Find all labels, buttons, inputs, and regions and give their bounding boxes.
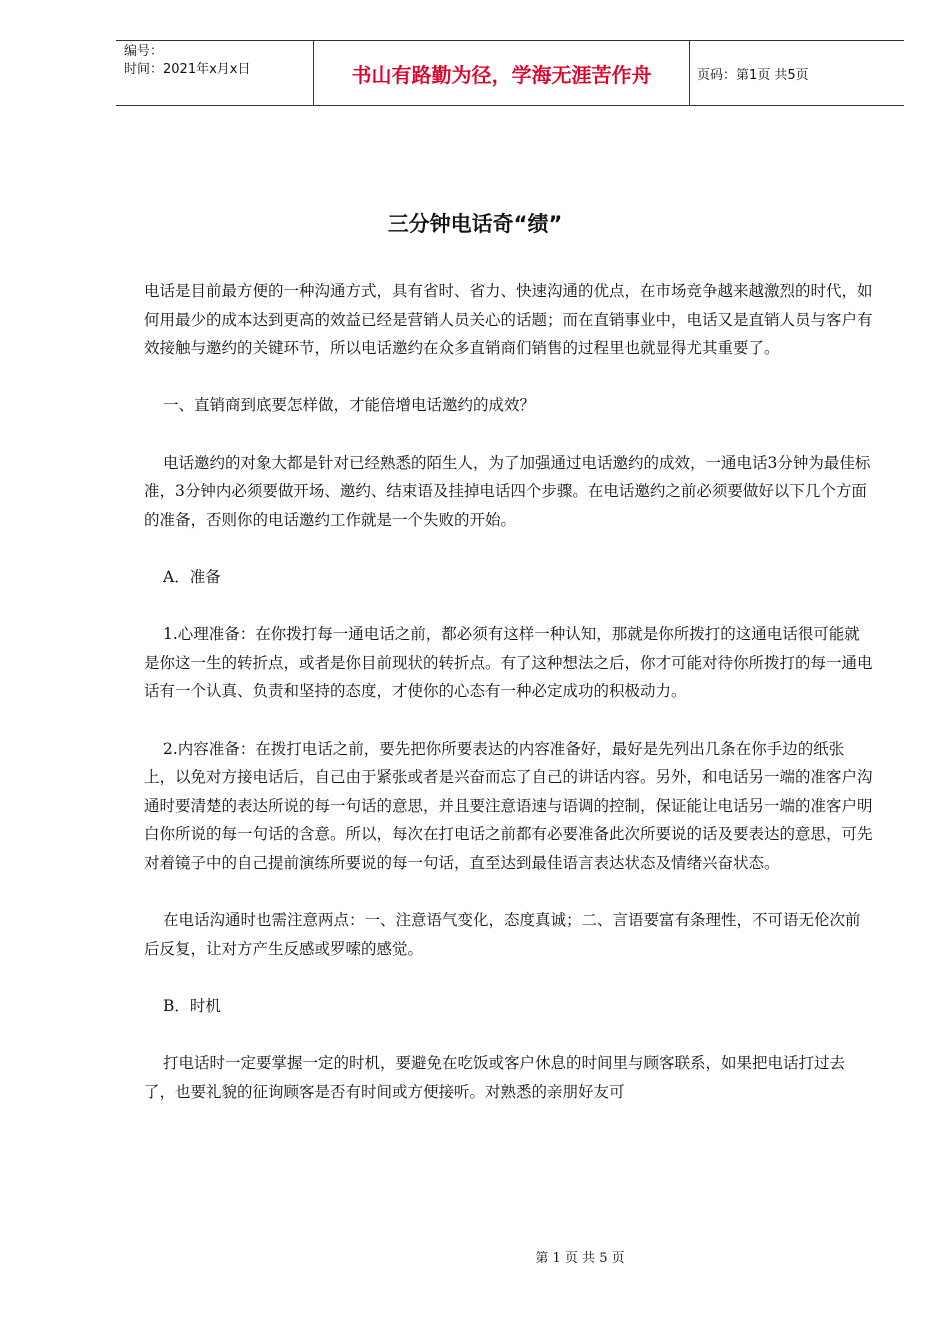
paragraph: 1.心理准备：在你拨打每一通电话之前，都必须有这样一种认知，那就是你所拨打的这通电话很可能就是你这一生的转折点，或者是你目前现状的转折点。有了这种想法之后，你才可能对待你所拨打的每一通电话有一个认真、负责和坚持的态度，才使你的心态有一种必定成功的积极动力。 (144, 625, 873, 701)
header-motto-cell (314, 41, 690, 105)
page-footer: 第 1 页 共 5 页 (535, 1251, 625, 1266)
document-title: 三分钟电话奇“绩” (387, 212, 563, 236)
document-body (144, 277, 874, 1135)
paragraph: 2.内容准备：在拨打电话之前，要先把你所要表达的内容准备好，最好是先列出几条在你手边的纸张上，以免对方接电话后，自己由于紧张或者是兴奋而忘了自己的讲话内容。另外，和电话另一端的准客户沟通时要清楚的表达所说的每一句话的意思，并且要注意语速与语调的控制，保证能让电话另一端的准客户明白你所说的每一句话的含意。所以，每次在打电话之前都有必要准备此次所要说的话及要表达的意思，可先对着镜子中的自己提前演练所要说的每一句话，直至达到最佳语言表达状态及情绪兴奋状态。 (144, 739, 873, 872)
document-date: 时间：2021年x月x日 (124, 62, 251, 77)
header-motto: 书山有路勤为径，学海无涯苦作舟 (351, 62, 652, 87)
paragraph: 在电话沟通时也需注意两点：一、注意语气变化，态度真诚；二、言语要富有条理性，不可语无伦次前后反复，让对方产生反感或罗嗦的感觉。 (144, 911, 861, 958)
section-heading: A．准备 (163, 567, 221, 586)
paragraph: 电话是目前最方便的一种沟通方式，具有省时、省力、快速沟通的优点，在市场竞争越来越激烈的时代，如何用最少的成本达到更高的效益已经是营销人员关心的话题；而在直销事业中，电话又是直销人员与客户有效接触与邀约的关键环节，所以电话邀约在众多直销商们销售的过程里也就显得尤其重要了。 (144, 282, 873, 358)
header-meta (116, 41, 314, 105)
paragraph: 打电话时一定要掌握一定的时机，要避免在吃饭或客户休息的时间里与顾客联系，如果把电话打过去了，也要礼貌的征询顾客是否有时间或方便接听。对熟悉的亲朋好友可 (144, 1054, 846, 1101)
section-heading: B．时机 (163, 996, 221, 1015)
paragraph: 电话邀约的对象大都是针对已经熟悉的陌生人，为了加强通过电话邀约的成效，一通电话3分钟为最佳标准，3分钟内必须要做开场、邀约、结束语及挂掉电话四个步骤。在电话邀约之前必须要做好以下几个方面的准备，否则你的电话邀约工作就是一个失败的开始。 (144, 453, 871, 529)
document-number: 编号： (124, 44, 164, 59)
header-page-info: 页码：第1页 共5页 (697, 67, 809, 83)
header-table (116, 40, 904, 106)
section-heading: 一、直销商到底要怎样做，才能倍增电话邀约的成效？ (163, 396, 536, 415)
